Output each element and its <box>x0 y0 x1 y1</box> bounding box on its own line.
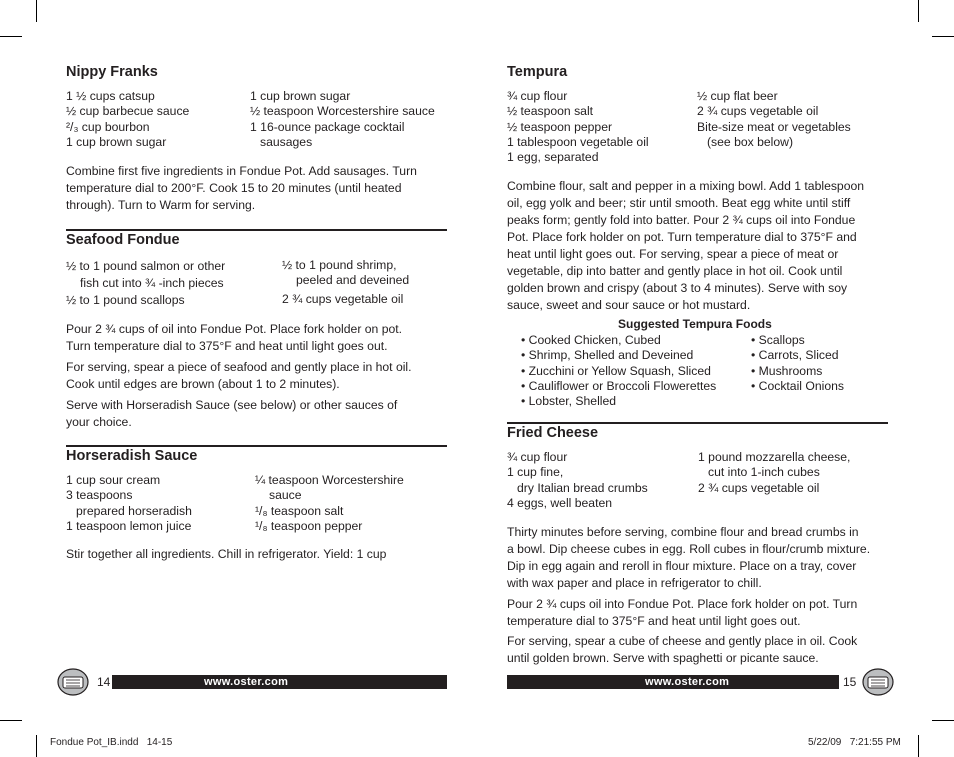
horseradish-ingredients-col1 <box>66 473 192 534</box>
ingredient: dry Italian bread crumbs <box>517 480 648 495</box>
nippy-ingredients-col1 <box>66 89 189 150</box>
suggested-foods-col2 <box>751 333 844 394</box>
direction-line: peaks form; gently fold into batter. Pour 2 ¾ cups oil into Fondue <box>507 213 856 227</box>
direction-line: Combine first five ingredients in Fondue Pot. Add sausages. Turn <box>66 164 417 178</box>
direction-line: Dip in egg again and reroll in flour mixture. Place on a tray, cover <box>507 559 857 573</box>
nippy-ingredients-col2 <box>250 89 435 150</box>
ingredient: sausages <box>260 134 313 149</box>
crop-mark <box>918 0 919 22</box>
list-item: • Carrots, Sliced <box>751 348 839 363</box>
ingredient: 1 ½ cups catsup <box>66 89 155 103</box>
tempura-ingredients-col2 <box>697 89 851 150</box>
direction-line: sauce, sweet and sour sauce or hot mustard. <box>507 298 751 312</box>
ingredient: ½ cup barbecue sauce <box>66 104 190 119</box>
direction-line: Pour 2 ¾ cups of oil into Fondue Pot. Place fork holder on pot. <box>66 322 403 336</box>
ingredient: 1 pound mozzarella cheese, <box>698 450 851 464</box>
list-item: • Cooked Chicken, Cubed <box>521 333 661 347</box>
suggested-foods-col1 <box>521 333 716 409</box>
seafood-fondue-title: Seafood Fondue <box>66 232 180 248</box>
ingredient: 2 ¾ cups vegetable oil <box>697 104 819 119</box>
ingredient: Bite-size meat or vegetables <box>697 119 851 134</box>
section-rule <box>507 422 888 424</box>
direction-line: Pour 2 ¾ cups oil into Fondue Pot. Place fork holder on pot. Turn <box>507 597 858 611</box>
tempura-ingredients-col1 <box>507 89 649 165</box>
list-item: • Cocktail Onions <box>751 378 845 393</box>
ingredient: 1 egg, separated <box>507 150 599 165</box>
section-rule <box>66 229 447 231</box>
ingredient: ½ to 1 pound scallops <box>66 293 185 307</box>
ingredient: 2 ¾ cups vegetable oil <box>282 291 404 306</box>
ingredient: prepared horseradish <box>76 503 192 518</box>
direction-line: Serve with Horseradish Sauce (see below) or other sauces of <box>66 398 398 412</box>
suggested-foods-title: Suggested Tempura Foods <box>618 317 772 331</box>
ingredient: 3 teaspoons <box>66 488 133 503</box>
ingredient: 1 cup sour cream <box>66 473 161 487</box>
ingredient: peeled and deveined <box>296 273 410 288</box>
ingredient: ½ teaspoon pepper <box>507 119 613 134</box>
ingredient: ½ cup flat beer <box>697 89 778 103</box>
ingredient: 4 eggs, well beaten <box>507 495 613 510</box>
ingredient: ²/₃ cup bourbon <box>66 119 150 134</box>
list-item: • Shrimp, Shelled and Deveined <box>521 348 694 363</box>
horseradish-ingredients-col2 <box>255 473 404 534</box>
direction-line: Combine flour, salt and pepper in a mixing bowl. Add 1 tablespoon <box>507 179 865 193</box>
ingredient: 1 16-ounce package cocktail <box>250 119 405 134</box>
ingredient: ½ to 1 pound salmon or other <box>66 259 226 273</box>
horseradish-sauce-title: Horseradish Sauce <box>66 448 198 464</box>
ingredient: 1 cup brown sugar <box>250 89 351 103</box>
tempura-title: Tempura <box>507 64 568 80</box>
seafood-directions-1 <box>66 321 402 355</box>
ingredient: 1 tablespoon vegetable oil <box>507 134 649 149</box>
ingredient: ¾ cup flour <box>507 450 568 464</box>
fried-cheese-title: Fried Cheese <box>507 425 599 441</box>
crop-mark <box>0 36 22 37</box>
direction-line: Turn temperature dial to 375°F and heat until light goes out. <box>66 339 388 353</box>
ingredient: cut into 1-inch cubes <box>708 465 820 480</box>
ingredient: 1 cup brown sugar <box>66 134 167 149</box>
crop-mark <box>932 720 954 721</box>
direction-line: a bowl. Dip cheese cubes in egg. Roll cubes in flour/crumb mixture. <box>507 542 871 556</box>
direction-line: through). Turn to Warm for serving. <box>66 198 256 212</box>
seafood-ingredients-col1 <box>66 258 225 309</box>
cheese-directions-2 <box>507 596 857 630</box>
cheese-ingredients-col1 <box>507 450 648 511</box>
ingredient: 1 cup fine, <box>507 465 564 480</box>
cheese-directions-3 <box>507 633 857 667</box>
footer-bar-right <box>507 675 839 689</box>
list-item: • Cauliflower or Broccoli Flowerettes <box>521 378 717 393</box>
cheese-directions-1 <box>507 524 870 592</box>
crop-mark <box>932 36 954 37</box>
direction-line: heat until light goes out. For serving, spear a piece of meat or <box>507 247 839 261</box>
seafood-directions-2 <box>66 359 412 393</box>
direction-line: Thirty minutes before serving, combine flour and bread crumbs in <box>507 525 859 539</box>
ingredient: 1 teaspoon lemon juice <box>66 518 192 533</box>
ingredient: sauce <box>269 488 302 503</box>
slug-filename: Fondue Pot_IB.indd 14-15 <box>50 737 173 748</box>
crop-mark <box>918 735 919 757</box>
ingredient: ¾ cup flour <box>507 89 568 103</box>
direction-line: vegetable, dip into batter and gently place in hot oil. Cook until <box>507 264 843 278</box>
direction-line: oil, egg yolk and beer; stir until smooth. Beat egg white until stiff <box>507 196 851 210</box>
page-tab-icon <box>862 668 894 696</box>
ingredient: fish cut into ¾ -inch pieces <box>80 276 224 290</box>
horseradish-directions: Stir together all ingredients. Chill in refrigerator. Yield: 1 cup <box>66 547 387 561</box>
direction-line: temperature dial to 375°F and heat until light goes out. <box>507 614 801 628</box>
section-rule <box>66 445 447 447</box>
slug-timestamp: 5/22/09 7:21:55 PM <box>808 737 901 748</box>
ingredient: ¼ teaspoon Worcestershire <box>255 473 404 487</box>
direction-line: golden brown and crispy (about 3 to 4 minutes). Serve with soy <box>507 281 848 295</box>
page-number-right: 15 <box>843 675 857 689</box>
ingredient: (see box below) <box>707 134 794 149</box>
list-item: • Zucchini or Yellow Squash, Sliced <box>521 363 711 378</box>
list-item: • Scallops <box>751 333 805 347</box>
direction-line: Pot. Place fork holder on pot. Turn temperature dial to 375°F and <box>507 230 857 244</box>
crop-mark <box>36 735 37 757</box>
seafood-ingredients-col2 <box>282 258 409 307</box>
direction-line: your choice. <box>66 415 132 429</box>
ingredient: ½ to 1 pound shrimp, <box>282 258 397 272</box>
ingredient: ½ teaspoon Worcestershire sauce <box>250 104 435 119</box>
ingredient: ¹/₈ teaspoon salt <box>255 503 344 518</box>
page-number-left: 14 <box>97 675 111 689</box>
direction-line: For serving, spear a piece of seafood and gently place in hot oil. <box>66 360 412 374</box>
direction-line: temperature dial to 200°F. Cook 15 to 20 minutes (until heated <box>66 181 402 195</box>
ingredient: ½ teaspoon salt <box>507 104 594 119</box>
list-item: • Lobster, Shelled <box>521 394 617 409</box>
list-item: • Mushrooms <box>751 363 823 378</box>
ingredient: 2 ¾ cups vegetable oil <box>698 480 820 495</box>
seafood-directions-3 <box>66 397 397 431</box>
footer-url-right: www.oster.com <box>645 676 730 688</box>
direction-line: with wax paper and place in refrigerator to chill. <box>507 576 762 590</box>
footer-bar-left <box>112 675 447 689</box>
footer-url-left: www.oster.com <box>204 676 289 688</box>
tempura-directions <box>507 178 864 314</box>
cheese-ingredients-col2 <box>698 450 850 496</box>
direction-line: until golden brown. Serve with spaghetti or picante sauce. <box>507 651 819 665</box>
nippy-franks-title: Nippy Franks <box>66 64 158 80</box>
direction-line: For serving, spear a cube of cheese and gently place in oil. Cook <box>507 634 858 648</box>
crop-mark <box>36 0 37 22</box>
ingredient: ¹/₈ teaspoon pepper <box>255 518 363 533</box>
page-tab-icon <box>57 668 89 696</box>
crop-mark <box>0 720 22 721</box>
nippy-directions <box>66 163 417 214</box>
direction-line: Cook until edges are brown (about 1 to 2 minutes). <box>66 377 340 391</box>
